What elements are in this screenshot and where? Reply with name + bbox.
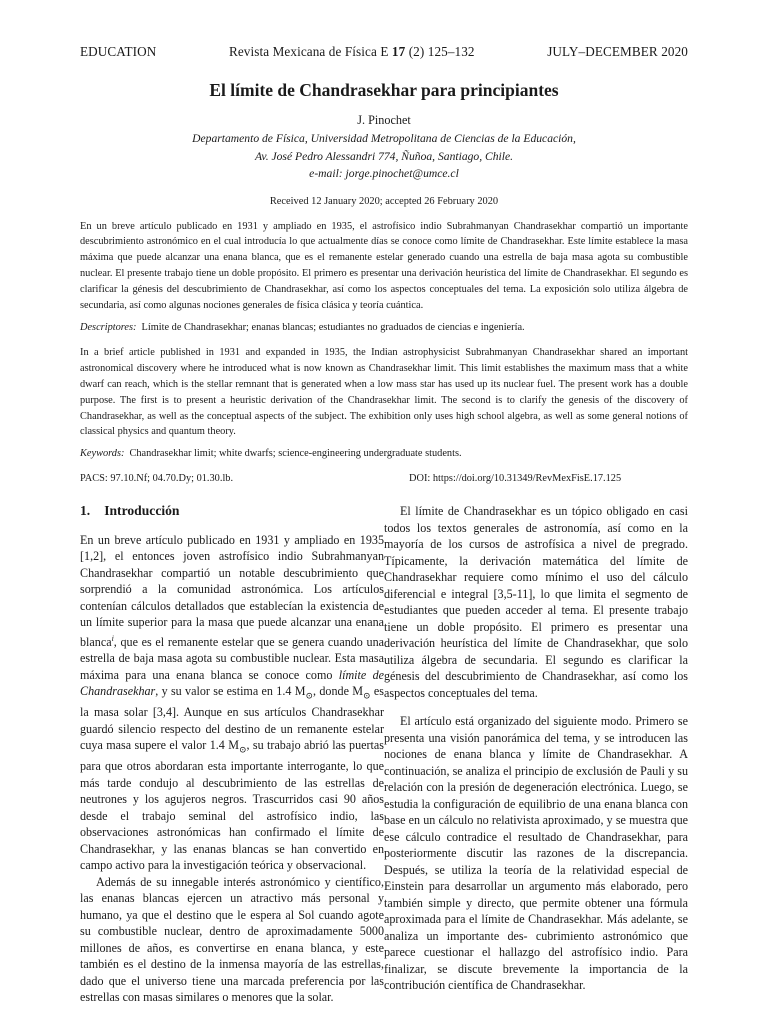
footnote-marker[interactable]: i: [111, 633, 114, 643]
issue-date: JULY–DECEMBER 2020: [547, 44, 688, 59]
intro-paragraph-1: [80, 532, 384, 874]
descriptores-text: Límite de Chandrasekhar; enanas blancas; estudiantes no graduados de ciencias e ingeniería.: [141, 321, 525, 333]
author-email: e-mail: jorge.pinochet@umce.cl: [309, 167, 459, 180]
running-header: [80, 44, 688, 60]
emphasis-term: límite de Chandrasekhar: [80, 667, 384, 699]
text-run: , que es el remanente estelar que se genera cuando una estrella de baja masa agota su combustible nuclear. Esta masa máxima para una enana blanca se conoce como: [80, 634, 384, 682]
left-column: [80, 503, 384, 1005]
section-heading: [80, 503, 384, 520]
text-run: En un breve artículo publicado en 1931 y ampliado en 1935 [1,2], el entonces joven astrofísico indio Subrahmanyan Chandrasekhar compartió un notable descubrimiento que sorprendió a la comunidad astronómica. Los artículos contenían cálculos detallados que establecían la existencia de un límite superior para la masa que puede alcanzar una enana blanca: [80, 532, 384, 649]
text-run: , su trabajo abrió las puertas para que otros abordaran esta importante interrogante, lo que más tarde condujo al descubrimiento de las estrellas de neutrones y los agujeros negros. Trascurridos casi 90 años desde el trabajo seminal del astrofísico indio, las observaciones astronómicas han confirmado el límite de Chandrasekhar, y las enanas blancas se han convertido en campo activo para la investigación teórica y observacional.: [80, 738, 384, 873]
keywords-label: Keywords:: [80, 448, 125, 460]
text-run: , donde M: [313, 684, 364, 699]
intro-paragraph-3: El límite de Chandrasekhar es un tópico obligado en casi todos los textos generales de astronomía, así como en la mayoría de los cursos de astrofísica a nivel de pregrado. Típicamente, la derivación matemática del límite de Chandrasekhar requiere como mínimo el uso del cálculo diferencial e integral [3,5-11], lo que limita el segmento de estudiantes que pueden acceder al tema. El presente trabajo tiene un doble propósito. El primero es presentar una derivación heurística del límite de Chandrasekhar, que solo utiliza álgebra de secundaria. El segundo es clarificar la génesis del descubrimiento de Chandrasekhar, así como los aspectos conceptuales del tema.: [384, 504, 688, 700]
pacs-doi-row: [80, 473, 688, 484]
journal-citation: [229, 44, 475, 60]
affiliation: [80, 130, 688, 183]
descriptores: [80, 322, 688, 333]
abstract-english: In a brief article published in 1931 and expanded in 1935, the Indian astrophysicist Subrahmanyan Chandrasekhar shared an important astronomical discovery where he introduced what is now known as Chandrasekhar limit. This limit establishes the maximum mass that a white dwarf can reach, which is the stellar remnant that is generated when a low mass star has used up its nuclear fuel. The present work has a double purpose. The first is to present a heuristic derivation of the Chandrasekhar limit. The second is to clarify the genesis of the discovery of Chandrasekhar, as well as the conceptual aspects of the subject. The exhibition only uses high school algebra, as well as some general notions of classical physics and quantum theory.: [80, 346, 688, 438]
section-label: EDUCATION: [80, 44, 157, 59]
journal-issue-pages: (2) 125–132: [408, 44, 475, 59]
article-title: El límite de Chandrasekhar para principiantes: [209, 80, 559, 100]
keywords-text: Chandrasekhar limit; white dwarfs; science-engineering undergraduate students.: [129, 448, 462, 460]
pacs-codes: PACS: 97.10.Nf; 04.70.Dy; 01.30.lb.: [80, 473, 234, 485]
doi-link[interactable]: DOI: https://doi.org/10.31349/RevMexFisE.17.125: [409, 473, 622, 485]
intro-paragraph-2: Además de su innegable interés astronómico y científico, las enanas blancas ejercen un atractivo más personal y humano, ya que el destino que le espera al Sol cuando agote su combustible nuclear, dentro de aproximadamente 5000 millones de años, es convertirse en enana blanca, y este también es el destino de la inmensa mayoría de las estrellas, dado que el universo tiene una marcada preferencia por las estrellas con masas similares o menores que la solar.: [80, 874, 384, 1005]
section-number: 1.: [80, 503, 91, 519]
author-name: J. Pinochet: [357, 113, 411, 127]
section-title: Introducción: [104, 503, 180, 519]
descriptores-label: Descriptores:: [80, 321, 137, 333]
article-page: [80, 44, 688, 1006]
journal-name: Revista Mexicana de Física E: [228, 44, 389, 59]
affiliation-line-1: Departamento de Física, Universidad Metropolitana de Ciencias de la Educación,: [192, 132, 576, 145]
intro-paragraph-4: El artículo está organizado del siguiente modo. Primero se presenta una visión panorámica del tema, y se introducen las nociones de enana blanca y límite de Chandrasekhar. A continuación, se analiza el principio de exclusión de Pauli y su relación con la presión de degeneración electrónica. Luego, se estudia la configuración de equilibrio de una enana blanca con base en un cálculo no relativista aproximado, y se muestra que ese cálculo contradice el resultado de Chandrasekhar, para posteriormente discutir las razones de la discrepancia. Después, se utiliza la teoría de la relatividad especial de Einstein para desarrollar un argumento más elaborado, pero también simple y directo, que permite obtener una fórmula aproximada para el límite de Chandrasekhar. Más adelante, se analiza un importante des- cubrimiento astronómico que parece cuestionar el hallazgo del astrofísico indio. Para finalizar, se discute brevemente la importancia de la contribución científica de Chandrasekhar.: [384, 714, 688, 993]
solar-symbol: ⊙: [305, 690, 314, 701]
text-run: es la masa solar [3,4]. Aunque en sus artículos Chandrasekhar guardó silencio respecto del destino de un remanente estelar cuya masa supere el valor 1.4 M: [80, 684, 384, 753]
abstract-spanish: En un breve artículo publicado en 1931 y ampliado en 1935, el astrofísico indio Subrahmanyan Chandrasekhar compartió un importante descubrimiento astronómico en el cual introducía lo que actualmente días se conoce como límite de Chandrasekhar. Este límite establece la masa máxima que puede alcanzar una enana blanca, que es el remanente estelar generado cuando una estrella de baja masa agota su combustible nuclear. El presente trabajo tiene un doble propósito. El primero es presentar una derivación heurística del límite de Chandrasekhar. El segundo es clarificar la génesis del descubrimiento de Chandrasekhar, así como los aspectos conceptuales del tema. La exposición solo utiliza álgebra de secundaria, así como algunas nociones generales de física clásica y teoría cuántica.: [80, 220, 688, 312]
text-run: , y su valor se estima en 1.4 M: [155, 684, 306, 699]
keywords: [80, 448, 688, 459]
journal-volume: 17: [391, 44, 406, 59]
solar-symbol: ⊙: [363, 690, 371, 701]
solar-symbol: ⊙: [238, 744, 247, 755]
affiliation-line-2: Av. José Pedro Alessandri 774, Ñuñoa, Santiago, Chile.: [254, 149, 514, 163]
body-columns: [80, 503, 688, 1005]
received-dates: Received 12 January 2020; accepted 26 February 2020: [269, 195, 499, 207]
right-column: [384, 503, 688, 1005]
